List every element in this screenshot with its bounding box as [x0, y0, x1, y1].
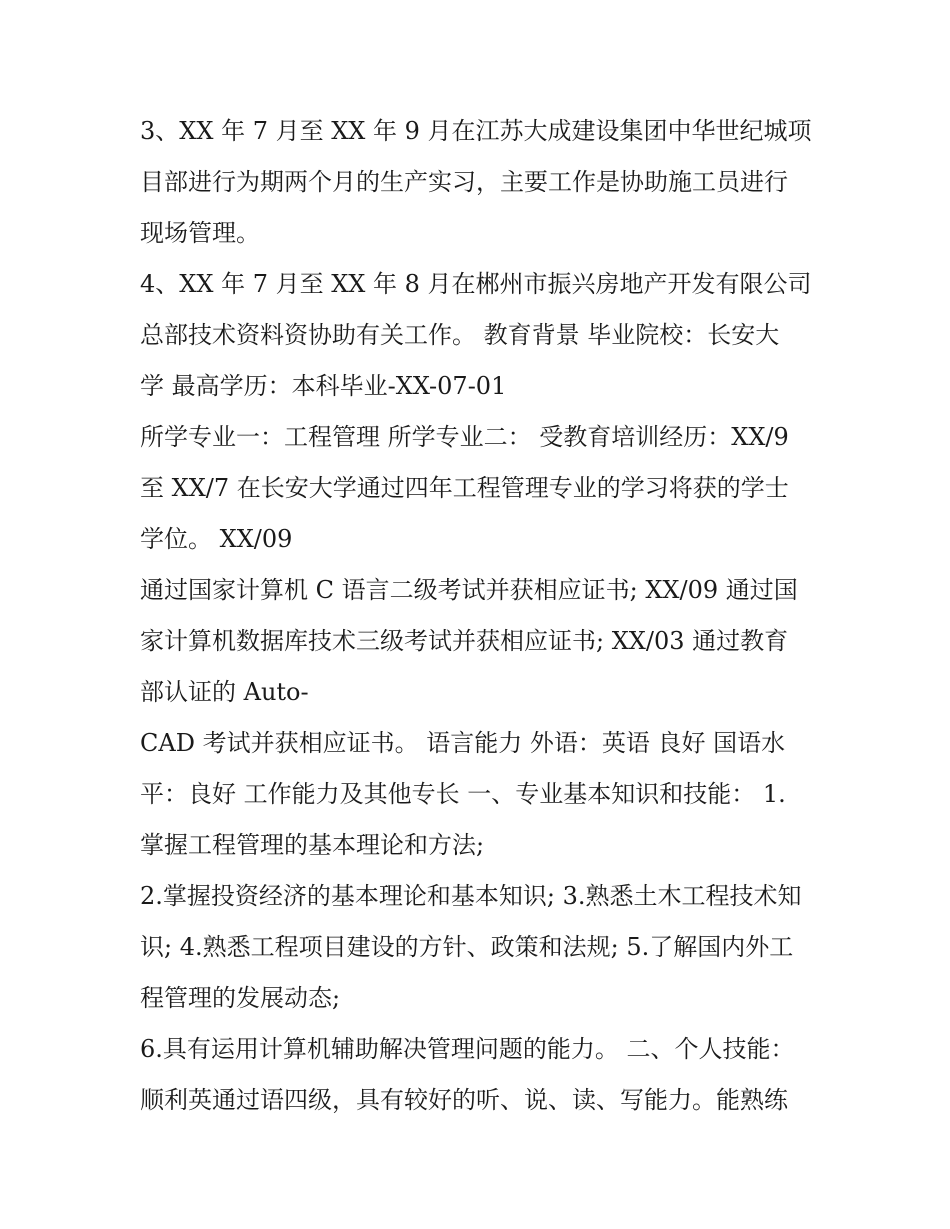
text-line: 至 XX/7 在长安大学通过四年工程管理专业的学习将获的学士 — [140, 474, 789, 502]
text-line: 掌握工程管理的基本理论和方法; — [140, 831, 485, 859]
text-line: 4、XX 年 7 月至 XX 年 8 月在郴州市振兴房地产开发有限公司 — [140, 270, 812, 298]
text-line: 2.掌握投资经济的基本理论和基本知识; 3.熟悉土木工程技术知 — [140, 882, 802, 910]
text-line: 学位。 XX/09 — [140, 525, 293, 553]
text-line: CAD 考试并获相应证书。 语言能力 外语：英语 良好 国语水 — [140, 729, 786, 757]
text-line: 6.具有运用计算机辅助解决管理问题的能力。 二、个人技能： — [140, 1035, 795, 1063]
text-line: 部认证的 Auto- — [140, 678, 309, 706]
text-line: 顺利英通过语四级，具有较好的听、说、读、写能力。能熟练 — [140, 1086, 788, 1114]
text-line: 总部技术资料资协助有关工作。 教育背景 毕业院校：长安大 — [140, 321, 780, 349]
text-line: 现场管理。 — [140, 219, 260, 247]
text-line: 目部进行为期两个月的生产实习，主要工作是协助施工员进行 — [140, 168, 788, 196]
text-line: 所学专业一：工程管理 所学专业二： 受教育培训经历：XX/9 — [140, 423, 789, 451]
text-line: 平：良好 工作能力及其他专长 一、专业基本知识和技能： 1. — [140, 780, 786, 808]
text-line: 学 最高学历：本科毕业-XX-07-01 — [140, 372, 507, 400]
text-line: 程管理的发展动态; — [140, 984, 341, 1012]
text-line: 3、XX 年 7 月至 XX 年 9 月在江苏大成建设集团中华世纪城项 — [140, 117, 812, 145]
text-line: 家计算机数据库技术三级考试并获相应证书; XX/03 通过教育 — [140, 627, 789, 655]
text-line: 识; 4.熟悉工程项目建设的方针、政策和法规; 5.了解国内外工 — [140, 933, 794, 961]
text-line: 通过国家计算机 C 语言二级考试并获相应证书; XX/09 通过国 — [140, 576, 798, 604]
document-body — [140, 106, 830, 1126]
